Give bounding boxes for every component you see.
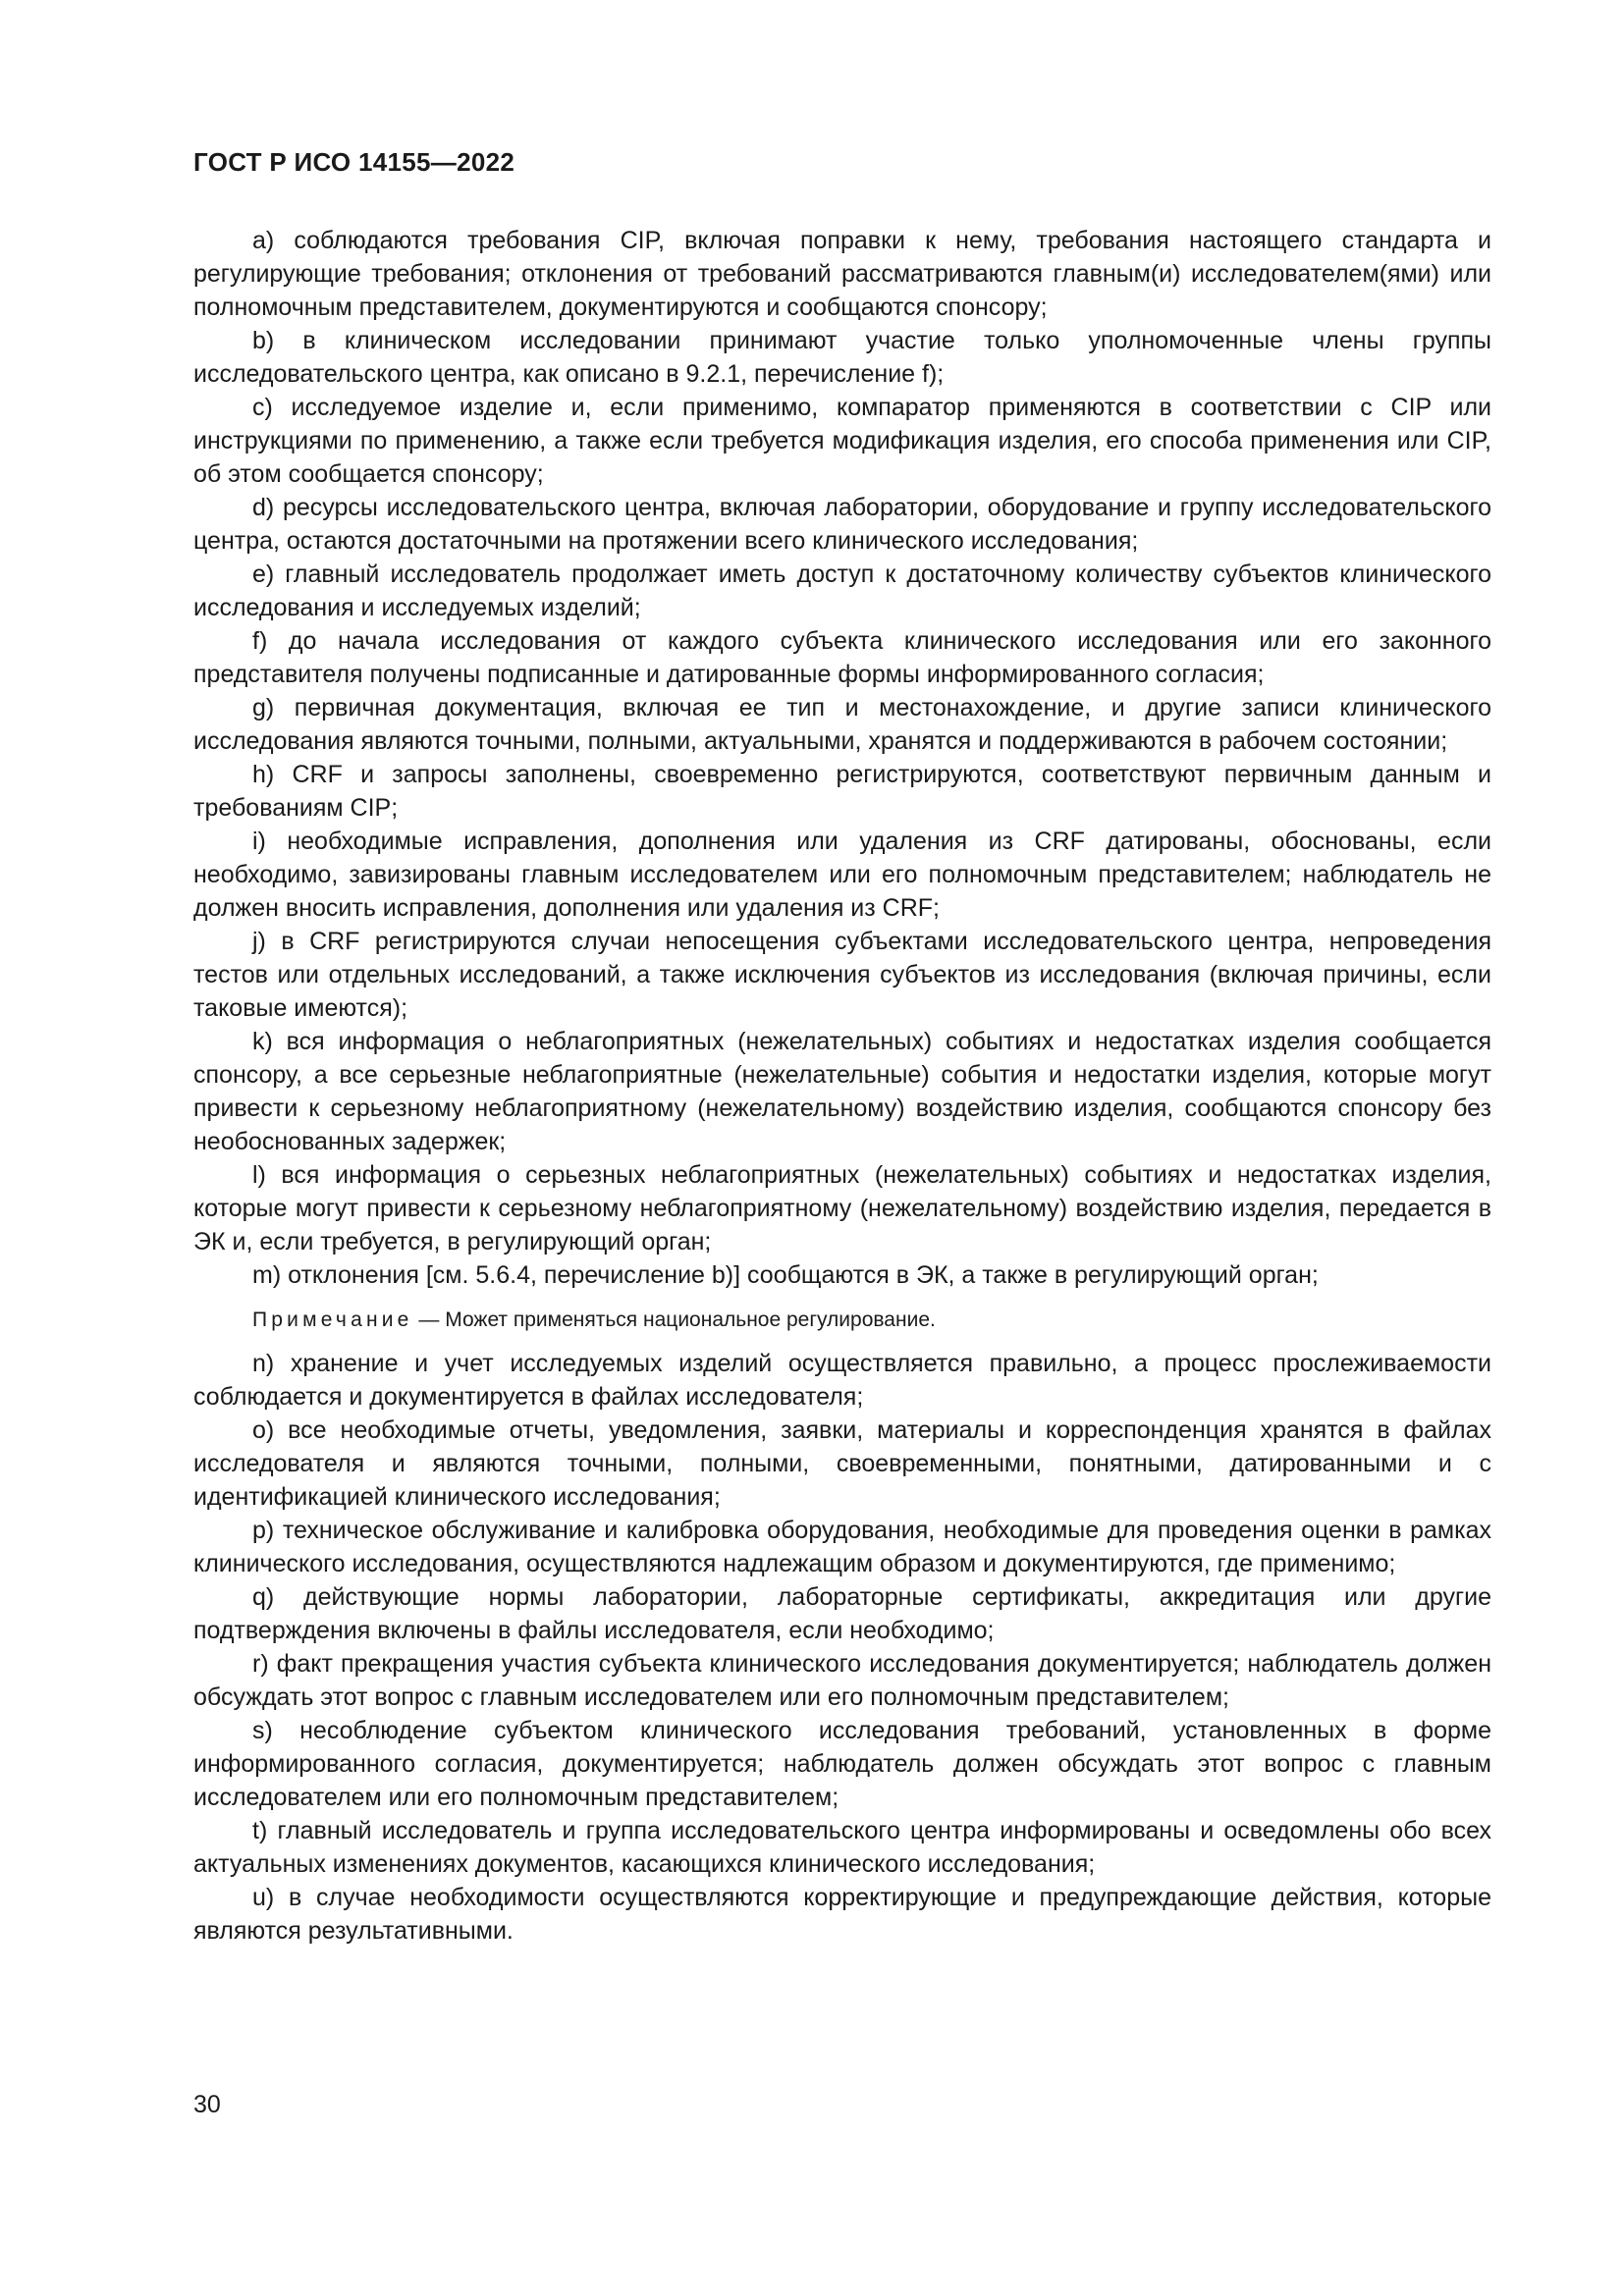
list-item-k: k) вся информация о неблагоприятных (нежелательных) событиях и недостатках изделия сообщается спонсору, а все серьезные неблагоприятные (нежелательные) события и недостатки изделия, которые могут привести к серьезному неблагоприятному (нежелательному) воздействию изделия, сообщаются спонсору без необоснованных задержек; <box>193 1028 1491 1155</box>
list-item-l: l) вся информация о серьезных неблагоприятных (нежелательных) событиях и недостатках изделия, которые могут привести к серьезному неблагоприятному (нежелательному) воздействию изделия, передается в ЭК и, если требуется, в регулирующий орган; <box>193 1161 1491 1255</box>
list-item-e: e) главный исследователь продолжает иметь доступ к достаточному количеству субъектов клинического исследования и исследуемых изделий; <box>193 561 1491 621</box>
note-label: Примечание <box>252 1308 413 1331</box>
list-item-o: o) все необходимые отчеты, уведомления, заявки, материалы и корреспонденция хранятся в файлах исследователя и являются точными, полными, своевременными, понятными, датированными и с идентификацией клинического исследования; <box>193 1416 1491 1511</box>
list-item-n: n) хранение и учет исследуемых изделий осуществляется правильно, а процесс прослеживаемости соблюдается и документируется в файлах исследователя; <box>193 1350 1491 1411</box>
document-body <box>193 224 1491 1948</box>
list-item-t: t) главный исследователь и группа исследовательского центра информированы и осведомлены обо всех актуальных изменениях документов, касающихся клинического исследования; <box>193 1817 1491 1878</box>
list-item-d: d) ресурсы исследовательского центра, включая лаборатории, оборудование и группу исследовательского центра, остаются достаточными на протяжении всего клинического исследования; <box>193 494 1491 555</box>
list-item-a: a) соблюдаются требования CIP, включая поправки к нему, требования настоящего стандарта и регулирующие требования; отклонения от требований рассматриваются главным(и) исследователем(ями) или полномочным представителем, документируются и сообщаются спонсору; <box>193 227 1491 321</box>
list-item-c: c) исследуемое изделие и, если применимо, компаратор применяются в соответствии с CIP или инструкциями по применению, а также если требуется модификация изделия, его способа применения или CIP, об этом сообщается спонсору; <box>193 394 1491 488</box>
list-item-b: b) в клиническом исследовании принимают участие только уполномоченные члены группы исследовательского центра, как описано в 9.2.1, перечисление f); <box>193 327 1491 388</box>
list-item-q: q) действующие нормы лаборатории, лабораторные сертификаты, аккредитация или другие подтверждения включены в файлы исследователя, если необходимо; <box>193 1583 1491 1644</box>
list-item-j: j) в CRF регистрируются случаи непосещения субъектами исследовательского центра, непроведения тестов или отдельных исследований, а также исключения субъектов из исследования (включая причины, если таковые имеются); <box>193 928 1491 1022</box>
list-item-f: f) до начала исследования от каждого субъекта клинического исследования или его законного представителя получены подписанные и датированные формы информированного согласия; <box>193 627 1491 688</box>
document-header: ГОСТ Р ИСО 14155—2022 <box>193 147 515 177</box>
note <box>193 1304 1491 1337</box>
list-item-u: u) в случае необходимости осуществляются корректирующие и предупреждающие действия, которые являются результативными. <box>193 1884 1491 1945</box>
list-item-p: p) техническое обслуживание и калибровка оборудования, необходимые для проведения оценки в рамках клинического исследования, осуществляются надлежащим образом и документируются, где применимо; <box>193 1517 1491 1577</box>
list-item-i: i) необходимые исправления, дополнения или удаления из CRF датированы, обоснованы, если необходимо, завизированы главным исследователем или его полномочным представителем; наблюдатель не должен вносить исправления, дополнения или удаления из CRF; <box>193 828 1491 922</box>
list-item-g: g) первичная документация, включая ее тип и местонахождение, и другие записи клинического исследования являются точными, полными, актуальными, хранятся и поддерживаются в рабочем состоянии; <box>193 694 1491 755</box>
note-text: — Может применяться национальное регулирование. <box>412 1308 936 1331</box>
list-item-h: h) CRF и запросы заполнены, своевременно регистрируются, соответствуют первичным данным и требованиям CIP; <box>193 761 1491 822</box>
list-item-s: s) несоблюдение субъектом клинического исследования требований, установленных в форме информированного согласия, документируется; наблюдатель должен обсуждать этот вопрос с главным исследователем или его полномочным представителем; <box>193 1717 1491 1811</box>
page-number: 30 <box>193 2091 221 2118</box>
list-item-m: m) отклонения [см. 5.6.4, перечисление b)] сообщаются в ЭК, а также в регулирующий орган; <box>252 1261 1319 1289</box>
list-item-r: r) факт прекращения участия субъекта клинического исследования документируется; наблюдатель должен обсуждать этот вопрос с главным исследователем или его полномочным представителем; <box>193 1650 1491 1711</box>
